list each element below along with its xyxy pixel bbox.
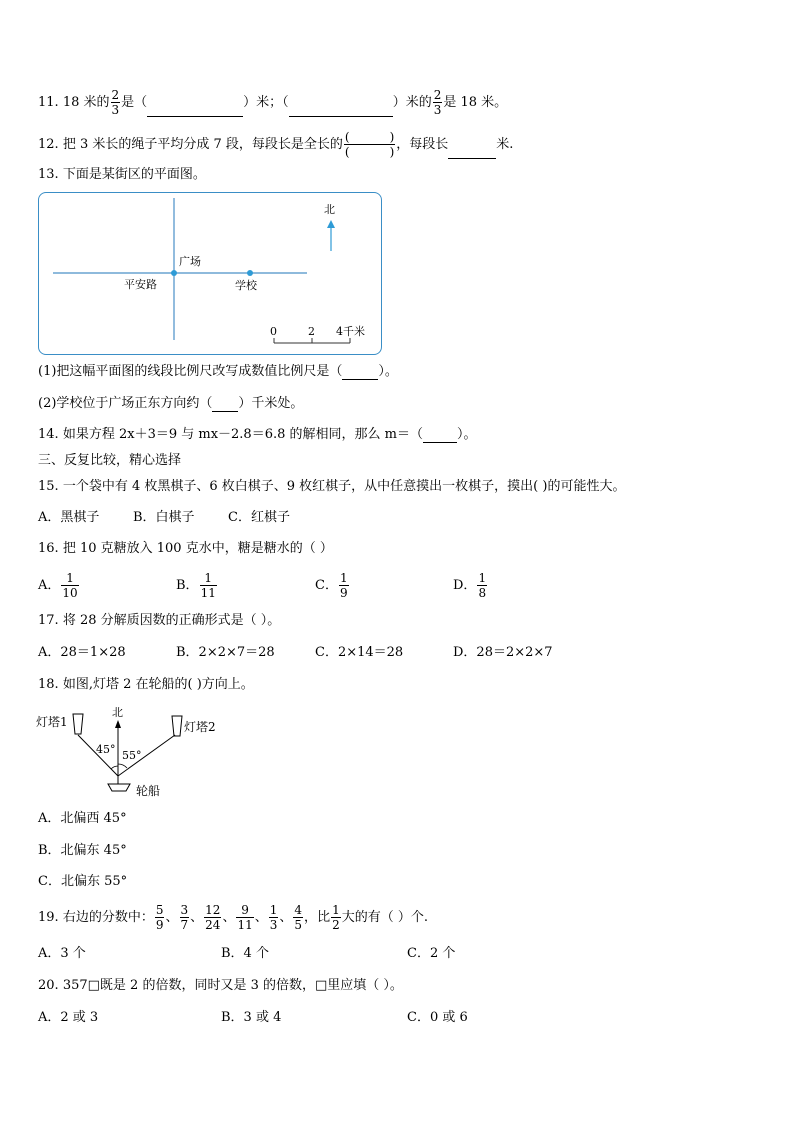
question-number: 17. [38,613,59,628]
option-a[interactable]: A．黑棋子 [38,510,100,525]
tower2-icon [172,716,182,736]
road-label: 平安路 [124,278,157,291]
question-number: 15. [38,479,59,494]
angle-arc-1 [111,766,118,769]
answer-blank[interactable] [448,145,496,159]
fraction: $\frac{1}{2}$ [332,903,340,932]
question-11: 11. 18 米的 $\frac{2}{3}$ 是（ ）米；（ ）米的 $\frac{2}{3}$ 是 18 米。 [38,88,508,117]
north-label: 北 [324,203,335,216]
answer-blank[interactable] [423,429,457,443]
option-c[interactable]: C．2 个 [407,946,456,961]
option-a[interactable]: A．2 或 3 [38,1010,99,1025]
north-label: 北 [112,706,123,719]
scale-2: 2 [308,325,315,338]
question-number: 19. [38,910,59,925]
fraction: $\frac{4}{5}$ [294,903,303,932]
question-number: 18. [38,677,59,692]
option-d[interactable]: D．28＝2×2×7 [453,645,553,660]
fraction: $\frac{1}{3}$ [269,903,278,932]
option-c[interactable]: C．2×14＝28 [315,645,404,660]
question-number: 11. [38,95,59,110]
plaza-label: 广场 [179,255,201,268]
ship-icon [108,784,130,791]
angle-arc-2 [118,764,127,768]
option-c[interactable]: C．红棋子 [228,510,290,525]
option-b[interactable]: B．白棋子 [133,510,195,525]
option-c[interactable]: C．北偏东 55° [38,874,128,889]
angle-45: 45° [96,743,116,756]
question-number: 13. [38,167,59,182]
scale-4: 4千米 [336,325,365,338]
question-number: 12. [38,137,59,152]
answer-blank[interactable] [212,398,238,412]
question-13: 13. 下面是某街区的平面图。 [38,167,206,182]
school-label: 学校 [235,279,257,292]
plaza-dot [171,270,177,276]
option-c[interactable]: C． $\frac{1}{9}$ [315,571,348,600]
option-b[interactable]: B．北偏东 45° [38,843,127,858]
street-map [38,192,382,355]
answer-fraction[interactable]: $\frac{( )}{( )}$ [344,130,395,159]
answer-blank[interactable] [342,366,378,380]
option-a[interactable]: A．北偏西 45° [38,811,127,826]
map-svg [39,193,381,354]
angle-55: 55° [122,749,142,762]
option-a[interactable]: A．28＝1×28 [38,645,126,660]
option-b[interactable]: B． $\frac{1}{11}$ [176,571,216,600]
school-dot [247,270,253,276]
question-18: 18. 如图,灯塔 2 在轮船的( )方向上。 [38,677,254,692]
tower2-label: 灯塔2 [184,720,216,734]
option-a[interactable]: A．3 个 [38,946,86,961]
fraction: $\frac{9}{11}$ [237,903,253,932]
option-c[interactable]: C．0 或 6 [407,1010,468,1025]
text: 18 米的 [62,95,110,110]
option-b[interactable]: B．2×2×7＝28 [176,645,275,660]
tower1-label: 灯塔1 [36,715,68,729]
question-14: 14. 如果方程 2x＋3＝9 与 mx－2.8＝6.8 的解相同，那么 m＝（ ）。 [38,427,477,442]
question-12: 12. 把 3 米长的绳子平均分成 7 段，每段长是全长的 $\frac{( )}{( )}$ ，每段长 米. [38,130,514,159]
fraction: $\frac{2}{3}$ [433,88,442,117]
option-b[interactable]: B．4 个 [221,946,269,961]
question-13-sub2: (2)学校位于广场正东方向约（ ）千米处。 [38,396,304,411]
question-number: 16. [38,541,59,556]
fraction: $\frac{2}{3}$ [111,88,120,117]
question-20: 20. 357□既是 2 的倍数，同时又是 3 的倍数，□里应填（ ）。 [38,978,403,993]
answer-blank[interactable] [289,103,393,117]
section-heading: 三、反复比较，精心选择 [38,453,182,468]
lighthouse-figure [36,702,236,802]
fraction: $\frac{3}{7}$ [180,903,189,932]
north-arrow-icon [115,720,121,728]
question-number: 20. [38,978,59,993]
scale-0: 0 [270,325,277,338]
question-15: 15. 一个袋中有 4 枚黑棋子、6 枚白棋子、9 枚红棋子，从中任意摸出一枚棋子，摸出( )的可能性大。 [38,479,626,494]
option-b[interactable]: B．3 或 4 [221,1010,282,1025]
option-d[interactable]: D． $\frac{1}{8}$ [453,571,487,600]
question-16: 16. 把 10 克糖放入 100 克水中，糖是糖水的（ ） [38,541,333,556]
ship-label: 轮船 [136,784,161,798]
option-a[interactable]: A． $\frac{1}{10}$ [38,571,78,600]
tower1-icon [73,714,83,734]
north-arrow-icon [327,220,335,228]
question-19: 19. 右边的分数中： $\frac{5}{9}$ 、 $\frac{3}{7}$ 、 $\frac{12}{24}$ 、 $\frac{9}{11}$ 、 $\frac{1}{3}$ 、 $\frac{4}{5}$ ，比 $\frac{1}{2}$ 大的有（ ）个. [38,903,428,932]
fraction: $\frac{5}{9}$ [155,903,164,932]
question-number: 14. [38,427,59,442]
question-13-sub1: (1)把这幅平面图的线段比例尺改写成数值比例尺是（ ）。 [38,364,398,379]
answer-blank[interactable] [147,103,243,117]
fraction: $\frac{12}{24}$ [205,903,221,932]
question-17: 17. 将 28 分解质因数的正确形式是（ ）。 [38,613,281,628]
